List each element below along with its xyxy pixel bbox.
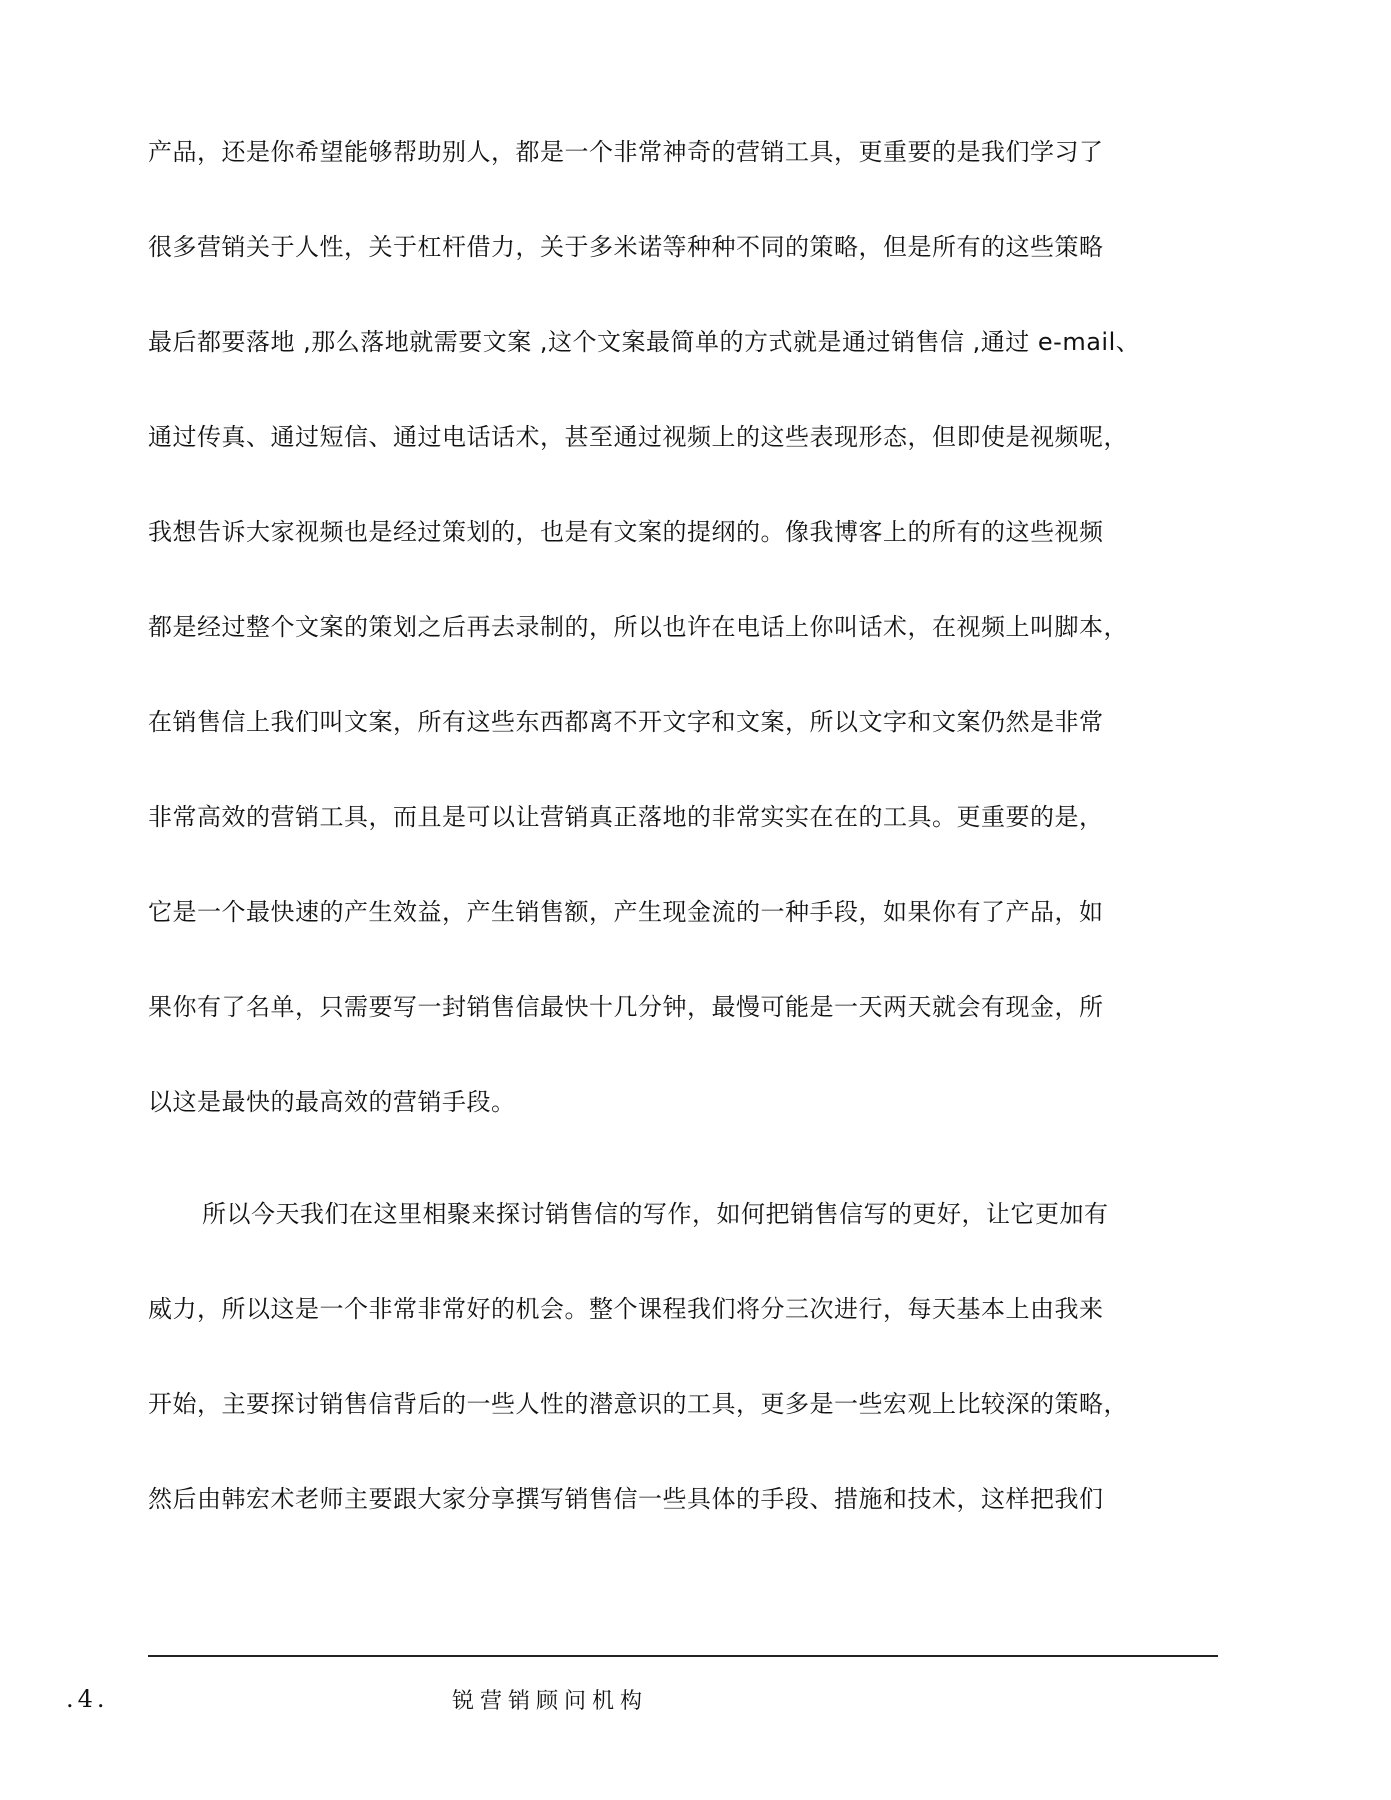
- footer-divider: [148, 1655, 1218, 1657]
- text-line: 产品，还是你希望能够帮助别人，都是一个非常神奇的营销工具，更重要的是我们学习了: [148, 138, 1104, 166]
- text-line: 威力，所以这是一个非常非常好的机会。整个课程我们将分三次进行，每天基本上由我来: [148, 1295, 1104, 1323]
- page-number: .4.: [66, 1685, 109, 1713]
- text-line: 很多营销关于人性，关于杠杆借力，关于多米诺等种种不同的策略，但是所有的这些策略: [148, 233, 1104, 261]
- text-line: 通过传真、通过短信、通过电话话术，甚至通过视频上的这些表现形态，但即使是视频呢，: [148, 423, 1128, 451]
- text-line: 开始，主要探讨销售信背后的一些人性的潜意识的工具，更多是一些宏观上比较深的策略，: [148, 1390, 1128, 1418]
- text-line: 果你有了名单，只需要写一封销售信最快十几分钟，最慢可能是一天两天就会有现金，所: [148, 993, 1104, 1021]
- text-line: 我想告诉大家视频也是经过策划的，也是有文案的提纲的。像我博客上的所有的这些视频: [148, 518, 1104, 546]
- text-line: 所以今天我们在这里相聚来探讨销售信的写作，如何把销售信写的更好，让它更加有: [202, 1200, 1109, 1228]
- text-line: 它是一个最快速的产生效益，产生销售额，产生现金流的一种手段，如果你有了产品，如: [148, 898, 1104, 926]
- text-line: 都是经过整个文案的策划之后再去录制的，所以也许在电话上你叫话术，在视频上叫脚本，: [148, 613, 1128, 641]
- text-line: 最后都要落地 ,那么落地就需要文案 ,这个文案最简单的方式就是通过销售信 ,通过 e-mail、: [148, 328, 1141, 356]
- text-line: 非常高效的营销工具，而且是可以让营销真正落地的非常实实在在的工具。更重要的是，: [148, 803, 1104, 831]
- footer-organization: 锐营销顾问机构: [452, 1689, 649, 1714]
- text-line: 然后由韩宏术老师主要跟大家分享撰写销售信一些具体的手段、措施和技术，这样把我们: [148, 1485, 1104, 1513]
- body-text: [148, 124, 1218, 1566]
- text-line: 以这是最快的最高效的营销手段。: [148, 1088, 516, 1116]
- paragraph-gap: [148, 1169, 1218, 1186]
- text-line: 在销售信上我们叫文案，所有这些东西都离不开文字和文案，所以文字和文案仍然是非常: [148, 708, 1104, 736]
